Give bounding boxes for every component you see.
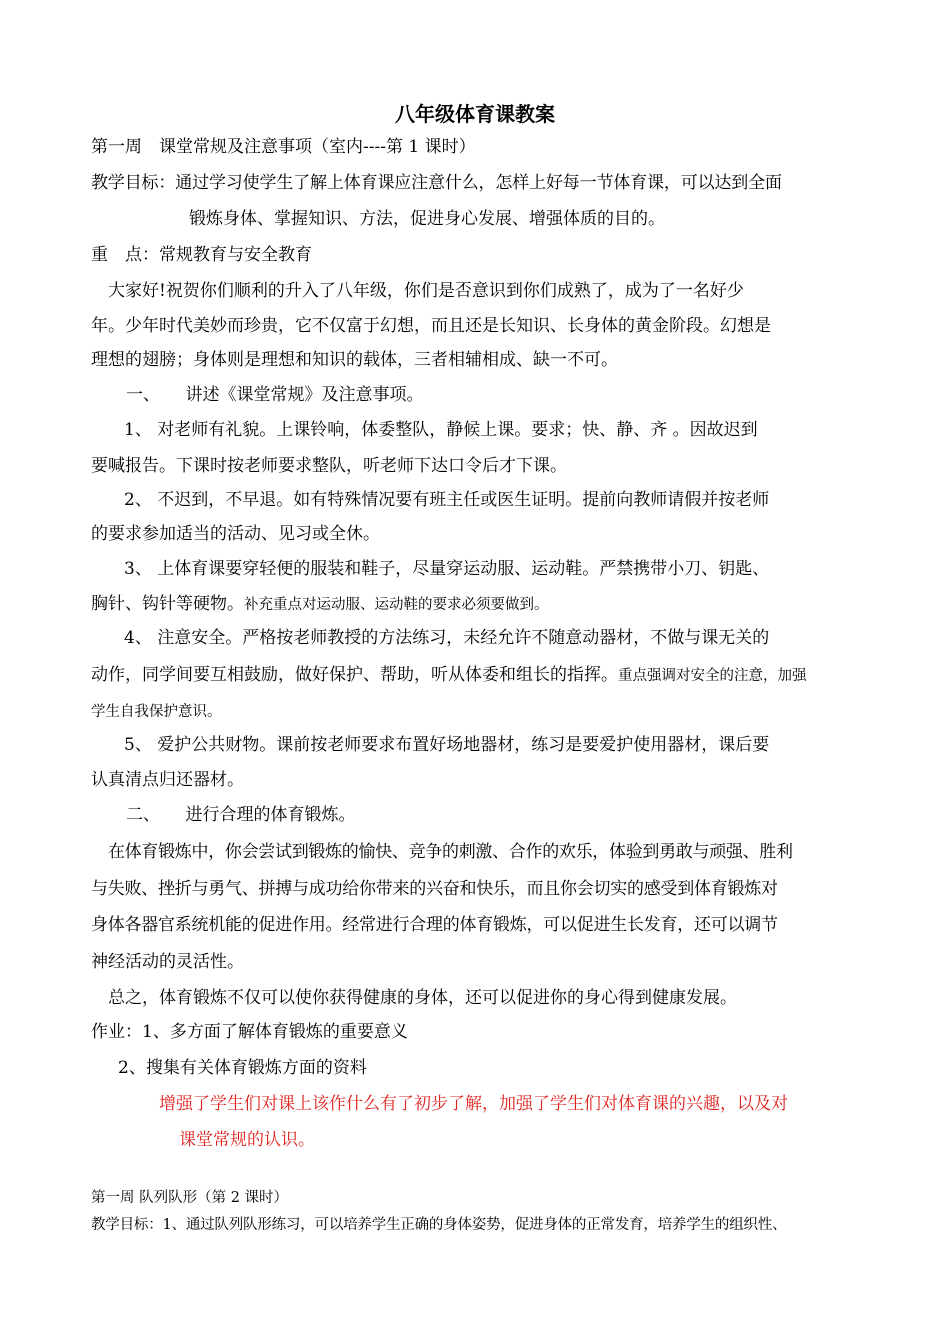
document-title: 八年级体育课教案 bbox=[395, 102, 555, 126]
item4-line2 bbox=[91, 664, 807, 687]
item4-line2-main: 动作，同学间要互相鼓励，做好保护、帮助，听从体委和组长的指挥。 bbox=[91, 665, 618, 685]
item5-line2: 认真清点归还器材。 bbox=[91, 770, 244, 790]
body-line3: 身体各器官系统机能的促进作用。经常进行合理的体育锻炼，可以促进生长发育，还可以调节 bbox=[91, 915, 778, 935]
item3-line1: 3、 上体育课要穿轻便的服装和鞋子，尽量穿运动服、运动鞋。严禁携带小刀、钥匙、 bbox=[124, 559, 770, 579]
summary-line: 总之，体育锻炼不仅可以使你获得健康的身体，还可以促进你的身心得到健康发展。 bbox=[108, 988, 737, 1008]
lesson2-heading: 第一周 队列队形（第 2 课时） bbox=[91, 1190, 289, 1206]
body-line1: 在体育锻炼中，你会尝试到锻炼的愉快、竞争的刺激、合作的欢乐，体验到勇敢与顽强、胜利 bbox=[108, 842, 793, 862]
item4-note: 重点强调对安全的注意，加强 bbox=[618, 668, 807, 684]
intro-line3: 理想的翅膀；身体则是理想和知识的载体，三者相辅相成、缺一不可。 bbox=[91, 350, 618, 370]
section1-heading: 一、 讲述《课堂常规》及注意事项。 bbox=[126, 385, 424, 405]
homework-line2: 2、搜集有关体育锻炼方面的资料 bbox=[118, 1058, 367, 1078]
item4-line1: 4、 注意安全。严格按老师教授的方法练习，未经允许不随意动器材，不做与课无关的 bbox=[124, 628, 770, 648]
item3-line2-main: 胸针、钩针等硬物。 bbox=[91, 594, 244, 614]
lesson1-objective-line1: 教学目标：通过学习使学生了解上体育课应注意什么，怎样上好每一节体育课，可以达到全面 bbox=[91, 173, 782, 193]
item4-line3-note: 学生自我保护意识。 bbox=[91, 704, 222, 720]
item1-line1: 1、 对老师有礼貌。上课铃响，体委整队，静候上课。要求；快、静、齐 。因故迟到 bbox=[124, 420, 758, 440]
intro-line2: 年。少年时代美妙而珍贵，它不仅富于幻想，而且还是长知识、长身体的黄金阶段。幻想是 bbox=[91, 316, 771, 336]
body-line2: 与失败、挫折与勇气、拼搏与成功给你带来的兴奋和快乐，而且你会切实的感受到体育锻炼对 bbox=[91, 879, 778, 899]
section2-heading: 二、 进行合理的体育锻炼。 bbox=[126, 805, 356, 825]
reflection-line1: 增强了学生们对课上该作什么有了初步了解，加强了学生们对体育课的兴趣，以及对 bbox=[159, 1094, 788, 1114]
lesson1-objective-line2: 锻炼身体、掌握知识、方法，促进身心发展、增强体质的目的。 bbox=[189, 209, 665, 229]
reflection-line2: 课堂常规的认识。 bbox=[179, 1130, 315, 1150]
item2-line2: 的要求参加适当的活动、见习或全休。 bbox=[91, 524, 380, 544]
item3-line2 bbox=[91, 593, 549, 616]
item3-note: 补充重点对运动服、运动鞋的要求必须要做到。 bbox=[244, 597, 549, 613]
homework-line1: 作业：1、多方面了解体育锻炼的重要意义 bbox=[91, 1022, 408, 1042]
lesson1-heading: 第一周 课堂常规及注意事项（室内----第 1 课时） bbox=[91, 137, 476, 157]
item5-line1: 5、 爱护公共财物。课前按老师要求布置好场地器材，练习是要爱护使用器材，课后要 bbox=[124, 735, 770, 755]
lesson2-objective-line1: 教学目标：1、通过队列队形练习，可以培养学生正确的身体姿势，促进身体的正常发育，培养学生的组织性、 bbox=[91, 1217, 787, 1233]
intro-line1: 大家好!祝贺你们顺利的升入了八年级，你们是否意识到你们成熟了，成为了一名好少 bbox=[108, 281, 744, 301]
item2-line1: 2、 不迟到，不早退。如有特殊情况要有班主任或医生证明。提前向教师请假并按老师 bbox=[124, 490, 770, 510]
body-line4: 神经活动的灵活性。 bbox=[91, 952, 244, 972]
item1-line2: 要喊报告。下课时按老师要求整队，听老师下达口令后才下课。 bbox=[91, 456, 567, 476]
lesson1-key-point: 重 点：常规教育与安全教育 bbox=[91, 245, 312, 265]
